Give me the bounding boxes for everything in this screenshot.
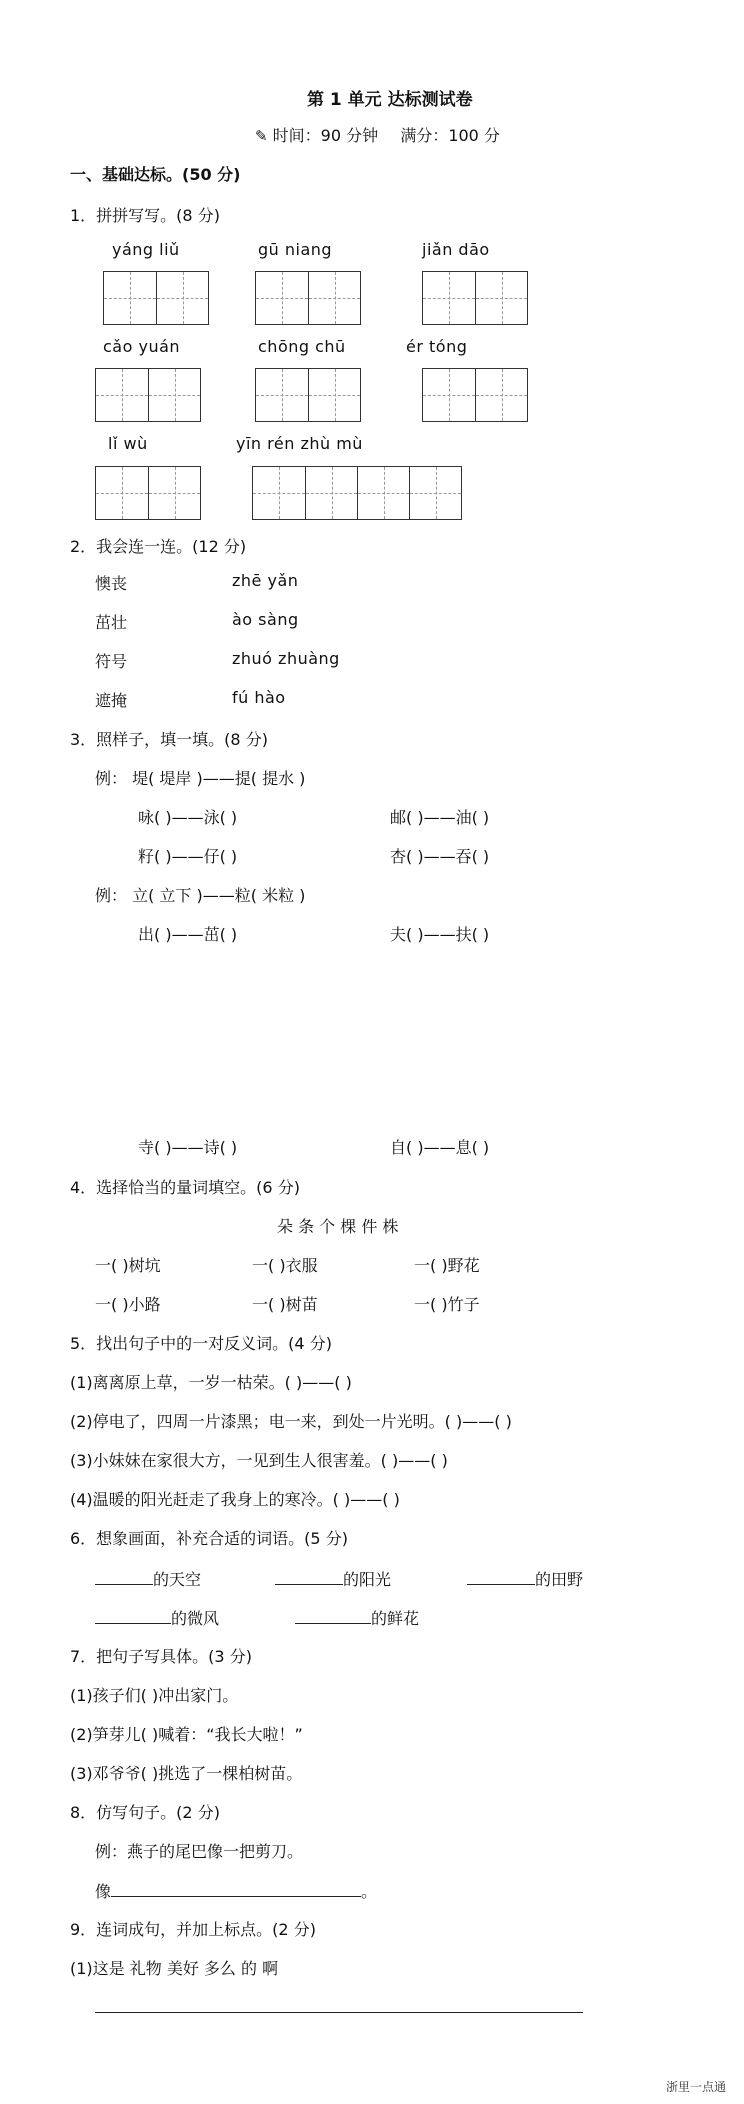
fill-item[interactable]: 一( )树坑 xyxy=(95,1256,161,1275)
sentence-item[interactable]: (3)邓爷爷( )挑选了一棵柏树苗。 xyxy=(70,1764,303,1783)
writing-grid[interactable] xyxy=(252,466,462,520)
fill-blank[interactable] xyxy=(95,1605,219,1629)
fill-item[interactable]: 一( )树苗 xyxy=(252,1295,318,1314)
sentence-item[interactable]: (1)离离原上草，一岁一枯荣。( )——( ) xyxy=(70,1373,352,1392)
q7-heading: 7．把句子写具体。(3 分) xyxy=(70,1647,252,1666)
q6-heading: 6．想象画面，补充合适的词语。(5 分) xyxy=(70,1529,348,1548)
sentence-item[interactable]: (2)笋芽儿( )喊着：“我长大啦！” xyxy=(70,1725,303,1744)
time-label: 时间：90 分钟 xyxy=(272,126,379,145)
writing-grid[interactable] xyxy=(95,466,201,520)
blank-suffix: 的鲜花 xyxy=(371,1609,420,1628)
blank-suffix: 的天空 xyxy=(153,1570,202,1589)
sentence-item[interactable]: (1)孩子们( )冲出家门。 xyxy=(70,1686,239,1705)
pinyin-item: lǐ wù xyxy=(108,434,148,453)
match-word[interactable]: 懊丧 xyxy=(95,574,128,593)
imitation-input[interactable] xyxy=(95,1878,377,1902)
imitation-prefix: 像 xyxy=(95,1882,112,1901)
fill-row[interactable]: 夫( )——扶( ) xyxy=(390,925,490,944)
fill-row[interactable]: 咏( )——泳( ) xyxy=(138,808,238,827)
writing-grid[interactable] xyxy=(255,368,361,422)
match-pinyin[interactable]: ào sàng xyxy=(232,610,299,629)
measure-word-options: 朵 条 个 棵 件 株 xyxy=(277,1217,399,1236)
q4-heading: 4．选择恰当的量词填空。(6 分) xyxy=(70,1178,300,1197)
pinyin-item: gū niang xyxy=(258,240,333,259)
fill-blank[interactable] xyxy=(467,1566,583,1590)
blank-suffix: 的阳光 xyxy=(343,1570,392,1589)
sentence-item[interactable]: (3)小妹妹在家很大方，一见到生人很害羞。( )——( ) xyxy=(70,1451,448,1470)
fill-item[interactable]: 一( )小路 xyxy=(95,1295,161,1314)
match-pinyin[interactable]: zhuó zhuàng xyxy=(232,649,340,668)
pinyin-item: ér tóng xyxy=(406,337,468,356)
sentence-item[interactable]: (4)温暖的阳光赶走了我身上的寒冷。( )——( ) xyxy=(70,1490,400,1509)
imitation-suffix: 。 xyxy=(361,1882,378,1901)
q3-heading: 3．照样子，填一填。(8 分) xyxy=(70,730,268,749)
part1-heading: 一、基础达标。(50 分) xyxy=(70,165,241,184)
clock-icon: ✎ xyxy=(255,127,268,145)
writing-grid[interactable] xyxy=(422,368,528,422)
fill-blank[interactable] xyxy=(95,1566,201,1590)
example-row: 例： 立( 立下 )——粒( 米粒 ) xyxy=(95,886,306,905)
match-word[interactable]: 遮掩 xyxy=(95,691,128,710)
fill-item[interactable]: 一( )衣服 xyxy=(252,1256,318,1275)
fill-blank[interactable] xyxy=(295,1605,419,1629)
q9-heading: 9．连词成句，并加上标点。(2 分) xyxy=(70,1920,316,1939)
sentence-item[interactable]: (2)停电了，四周一片漆黑；电一来，到处一片光明。( )——( ) xyxy=(70,1412,512,1431)
match-word[interactable]: 茁壮 xyxy=(95,613,128,632)
answer-line[interactable] xyxy=(95,2012,583,2013)
q1-heading: 1．拼拼写写。(8 分) xyxy=(70,206,220,225)
writing-grid[interactable] xyxy=(103,271,209,325)
fill-row[interactable]: 杏( )——吞( ) xyxy=(390,847,490,866)
score-label: 满分：100 分 xyxy=(400,126,500,145)
page-title: 第 1 单元 达标测试卷 xyxy=(307,90,473,110)
pinyin-item: chōng chū xyxy=(258,337,346,356)
pinyin-item: yīn rén zhù mù xyxy=(236,434,363,453)
pinyin-item: jiǎn dāo xyxy=(422,240,490,259)
fill-row[interactable]: 自( )——息( ) xyxy=(390,1138,490,1157)
example-sentence: 例：燕子的尾巴像一把剪刀。 xyxy=(95,1842,304,1861)
watermark: 浙里一点通 xyxy=(666,2080,727,2094)
blank-suffix: 的田野 xyxy=(535,1570,584,1589)
writing-grid[interactable] xyxy=(255,271,361,325)
writing-grid[interactable] xyxy=(422,271,528,325)
fill-blank[interactable] xyxy=(275,1566,391,1590)
fill-row[interactable]: 籽( )——仔( ) xyxy=(138,847,238,866)
blank-suffix: 的微风 xyxy=(171,1609,220,1628)
fill-row[interactable]: 出( )——茁( ) xyxy=(138,925,238,944)
writing-grid[interactable] xyxy=(95,368,201,422)
fill-item[interactable]: 一( )野花 xyxy=(414,1256,480,1275)
match-pinyin[interactable]: fú hào xyxy=(232,688,286,707)
fill-item[interactable]: 一( )竹子 xyxy=(414,1295,480,1314)
example-row: 例： 堤( 堤岸 )——提( 提水 ) xyxy=(95,769,306,788)
match-word[interactable]: 符号 xyxy=(95,652,128,671)
fill-row[interactable]: 邮( )——油( ) xyxy=(390,808,490,827)
pinyin-item: yáng liǔ xyxy=(112,240,180,259)
q2-heading: 2．我会连一连。(12 分) xyxy=(70,537,247,556)
fill-row[interactable]: 寺( )——诗( ) xyxy=(138,1138,238,1157)
q8-heading: 8．仿写句子。(2 分) xyxy=(70,1803,220,1822)
pinyin-item: cǎo yuán xyxy=(103,337,181,356)
word-order-item: (1)这是 礼物 美好 多么 的 啊 xyxy=(70,1959,279,1978)
match-pinyin[interactable]: zhē yǎn xyxy=(232,571,299,590)
q5-heading: 5．找出句子中的一对反义词。(4 分) xyxy=(70,1334,332,1353)
exam-info xyxy=(255,123,500,146)
